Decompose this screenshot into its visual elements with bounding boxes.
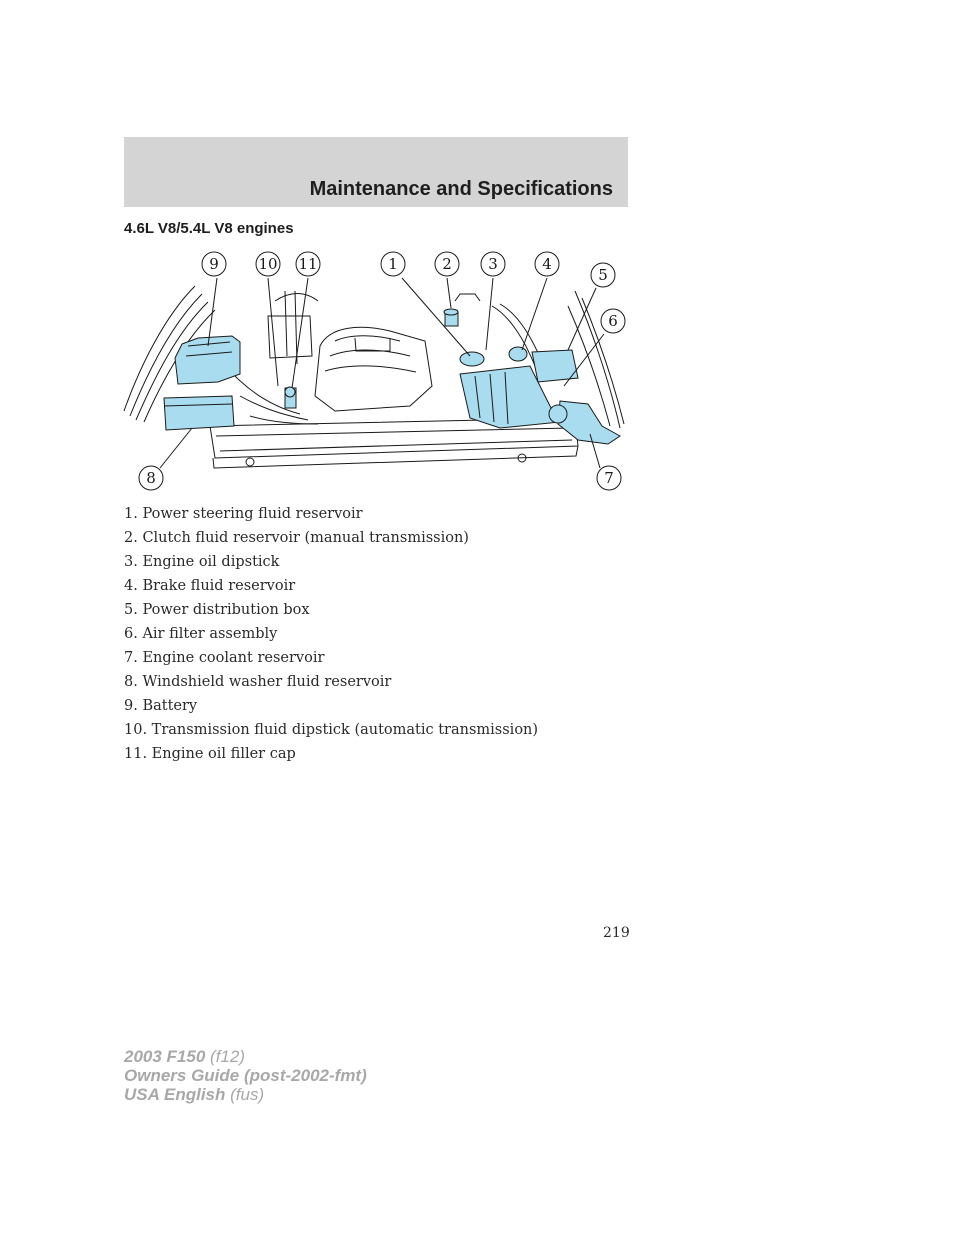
document-footer	[124, 1047, 367, 1104]
list-item: 4. Brake fluid reservoir	[124, 578, 296, 594]
callout-label: 10	[258, 255, 278, 273]
list-item: 3. Engine oil dipstick	[124, 554, 280, 570]
callout-label: 6	[608, 312, 618, 330]
engine-heading: 4.6L V8/5.4L V8 engines	[124, 220, 294, 237]
footer-line-3	[124, 1085, 367, 1104]
list-item: 6. Air filter assembly	[124, 626, 278, 642]
callout-label: 7	[604, 469, 614, 487]
list-item: 1. Power steering fluid reservoir	[124, 506, 363, 522]
footer-language: USA English	[124, 1085, 226, 1104]
callout-label: 1	[388, 255, 398, 273]
footer-line-1	[124, 1047, 367, 1066]
callout-label: 8	[146, 469, 156, 487]
list-item: 8. Windshield washer fluid reservoir	[124, 674, 392, 690]
footer-language-code: (fus)	[230, 1085, 265, 1104]
page-number: 219	[603, 925, 630, 941]
footer-model: 2003 F150	[124, 1047, 206, 1066]
list-item: 2. Clutch fluid reservoir (manual transmission)	[124, 530, 469, 546]
footer-guide: Owners Guide (post-2002-fmt)	[124, 1066, 367, 1085]
callout-label: 2	[442, 255, 452, 273]
list-item: 7. Engine coolant reservoir	[124, 650, 325, 666]
engine-compartment-diagram	[120, 246, 630, 496]
footer-model-code: (f12)	[210, 1047, 245, 1066]
callout-label: 11	[298, 255, 318, 273]
parts-list	[124, 502, 538, 766]
footer-line-2	[124, 1066, 367, 1085]
list-item: 10. Transmission fluid dipstick (automatic transmission)	[124, 722, 539, 738]
section-header-band	[124, 137, 628, 207]
callout-label: 5	[598, 266, 608, 284]
callout-label: 3	[488, 255, 498, 273]
list-item: 9. Battery	[124, 698, 198, 714]
callout-label: 4	[542, 255, 552, 273]
section-title: Maintenance and Specifications	[309, 178, 613, 200]
list-item: 11. Engine oil filler cap	[124, 746, 296, 762]
list-item: 5. Power distribution box	[124, 602, 310, 618]
callout-label: 9	[209, 255, 219, 273]
